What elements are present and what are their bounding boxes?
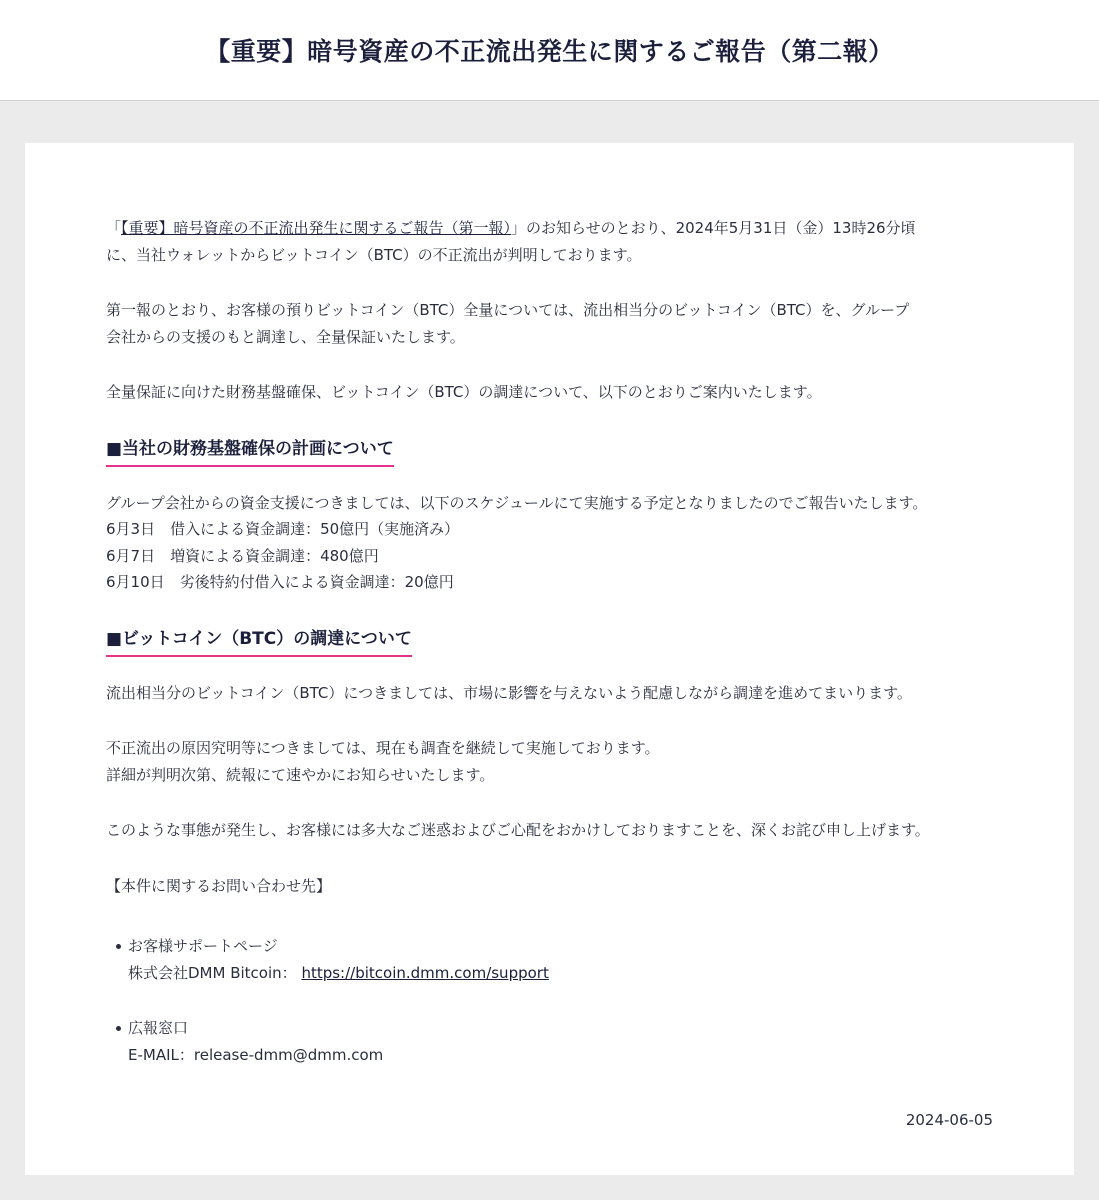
schedule-item: 6月10日 劣後特約付借入による資金調達：20億円	[106, 573, 454, 591]
investigation-line-2: 詳細が判明次第、続報にて速やかにお知らせいたします。	[106, 765, 495, 784]
schedule-item: 6月7日 増資による資金調達：480億円	[106, 546, 379, 565]
guarantee-paragraph	[106, 297, 1006, 350]
publish-date: 2024-06-05	[905, 1111, 993, 1129]
intro-line-2: に、当社ウォレットからビットコイン（BTC）の不正流出が判明しております。	[106, 245, 642, 264]
contact-title: 広報窓口	[128, 1019, 189, 1037]
schedule-item: 6月3日 借入による資金調達：50億円（実施済み）	[106, 520, 460, 538]
article-card	[25, 143, 1074, 1175]
guide-paragraph: 全量保証に向けた財務基盤確保、ビットコイン（BTC）の調達について、以下のとおりご案内いたします。	[106, 383, 822, 401]
financial-intro: グループ会社からの資金支援につきましては、以下のスケジュールにて実施する予定となりましたのでご報告いたします。	[106, 493, 928, 512]
support-page-link[interactable]: https://bitcoin.dmm.com/support	[301, 963, 549, 982]
contact-item-support	[106, 933, 1006, 986]
investigation-line-1: 不正流出の原因究明等につきましては、現在も調査を継続して実施しております。	[106, 739, 660, 757]
page-header	[0, 0, 1099, 101]
contact-spacer	[106, 986, 1006, 1015]
funding-schedule	[106, 516, 1006, 596]
section-heading-financial: ■当社の財務基盤確保の計画について	[106, 437, 394, 467]
first-report-link[interactable]: 【重要】暗号資産の不正流出発生に関するご報告（第一報）	[121, 219, 512, 237]
contact-item-pr	[106, 1015, 1006, 1068]
guarantee-line-1: 第一報のとおり、お客様の預りビットコイン（BTC）全量については、流出相当分のビットコイン（BTC）を、グループ	[106, 301, 910, 319]
contact-email: E-MAIL：release-dmm@dmm.com	[128, 1045, 384, 1064]
intro-after-link: 」のお知らせのとおり、2024年5月31日（金）13時26分頃	[511, 219, 916, 237]
section-heading-btc-procurement: ■ビットコイン（BTC）の調達について	[106, 627, 412, 657]
article-body	[106, 215, 1006, 1068]
contact-heading: 【本件に関するお問い合わせ先】	[106, 876, 332, 895]
contact-company-label: 株式会社DMM Bitcoin：	[128, 963, 297, 982]
page-title: 【重要】暗号資産の不正流出発生に関するご報告（第二報）	[205, 37, 894, 66]
investigation-paragraph	[106, 735, 1006, 788]
contact-list	[106, 933, 1006, 1068]
apology-paragraph: このような事態が発生し、お客様には多大なご迷惑およびご心配をおかけしておりますことを、深くお詫び申し上げます。	[106, 821, 930, 839]
btc-procurement-text: 流出相当分のビットコイン（BTC）につきましては、市場に影響を与えないよう配慮しながら調達を進めてまいります。	[106, 683, 912, 702]
intro-paragraph	[106, 215, 1006, 268]
intro-quote-open: 「	[106, 219, 122, 237]
contact-title: お客様サポートページ	[128, 937, 278, 955]
guarantee-line-2: 会社からの支援のもと調達し、全量保証いたします。	[106, 327, 465, 346]
